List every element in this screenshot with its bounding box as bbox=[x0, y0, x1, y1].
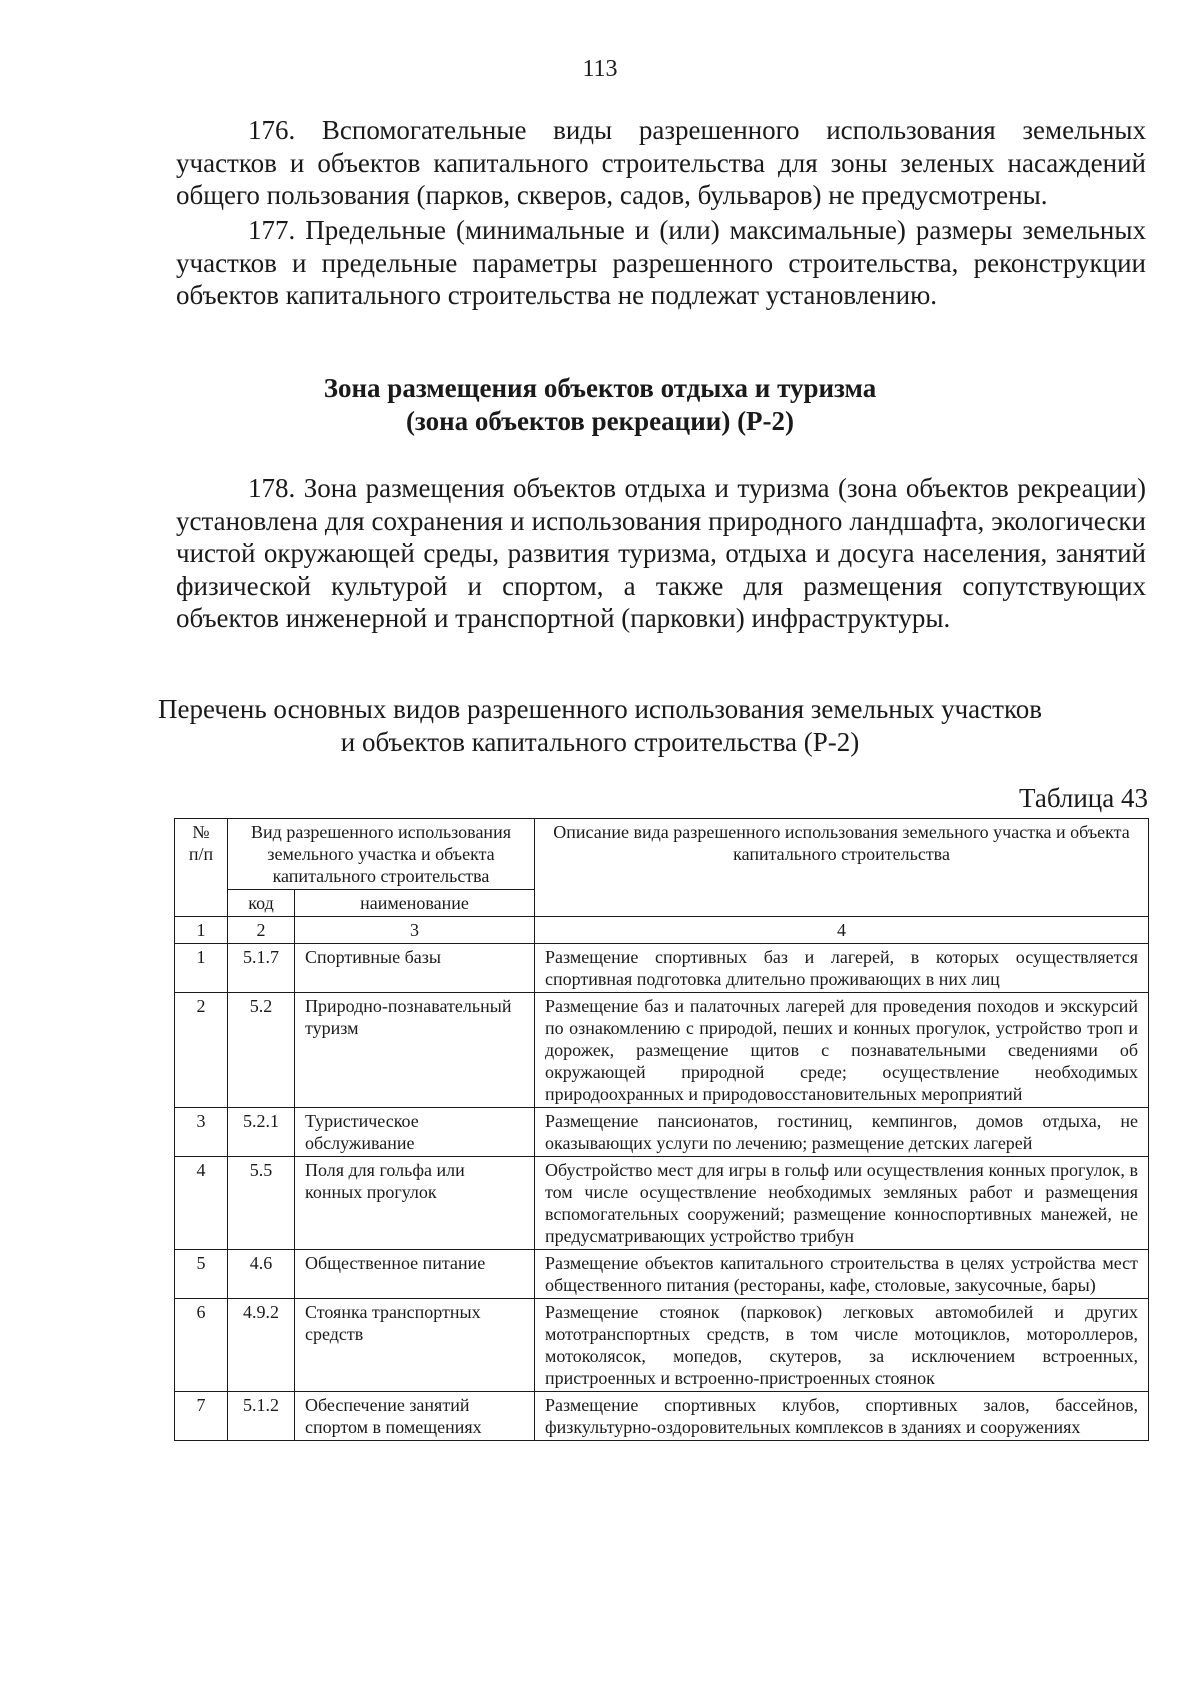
table-row bbox=[175, 1250, 1149, 1299]
table-row bbox=[175, 944, 1149, 993]
list-heading bbox=[0, 693, 1200, 759]
row-name: Природно-познавательный туризм bbox=[295, 993, 535, 1108]
row-desc: Размещение баз и палаточных лагерей для проведения походов и экскурсий по ознакомлению с природой, пеших и конных прогулок, устройство троп и дорожек, размещение щитов с познавательными сведениями об окружающей природной среде; осуществление необходимых природоохранных и природовосстановительных мероприятий bbox=[535, 993, 1149, 1108]
index-cell: 2 bbox=[228, 917, 295, 944]
row-name: Стоянка транспортных средств bbox=[295, 1299, 535, 1392]
row-name: Туристическое обслуживание bbox=[295, 1108, 535, 1157]
index-cell: 1 bbox=[175, 917, 228, 944]
row-name: Спортивные базы bbox=[295, 944, 535, 993]
row-code: 5.1.7 bbox=[228, 944, 295, 993]
section-heading-line-2: (зона объектов рекреации) (Р-2) bbox=[405, 406, 795, 436]
row-num: 2 bbox=[175, 993, 228, 1108]
table-row bbox=[175, 993, 1149, 1108]
page-number: 113 bbox=[582, 56, 618, 82]
list-heading-line-2: и объектов капитального строительства (Р-2) bbox=[340, 727, 860, 757]
row-name: Обеспечение занятий спортом в помещениях bbox=[295, 1392, 535, 1441]
header-type: Вид разрешенного использования земельного участка и объекта капитального строительства bbox=[228, 819, 535, 890]
index-cell: 4 bbox=[535, 917, 1149, 944]
paragraph-178-text: 178. Зона размещения объектов отдыха и туризма (зона объектов рекреации) установлена для сохранения и использования природного ландшафта, экологически чистой окружающей среды, развития туризма, отдыха и досуга населения, занятий физической культурой и спортом, а также для размещения сопутствующих объектов инженерной и транспортной (парковки) инфраструктуры. bbox=[176, 473, 1146, 633]
index-cell: 3 bbox=[295, 917, 535, 944]
row-name: Поля для гольфа или конных прогулок bbox=[295, 1157, 535, 1250]
land-use-table bbox=[174, 818, 1149, 1441]
row-code: 5.2 bbox=[228, 993, 295, 1108]
row-code: 5.2.1 bbox=[228, 1108, 295, 1157]
row-desc: Размещение спортивных баз и лагерей, в которых осуществляется спортивная подготовка длительно проживающих в них лиц bbox=[535, 944, 1149, 993]
row-desc: Обустройство мест для игры в гольф или осуществления конных прогулок, в том числе осуществление необходимых земляных работ и размещения вспомогательных сооружений; размещение конноспортивных манежей, не предусматривающих устройство трибун bbox=[535, 1157, 1149, 1250]
table-row bbox=[175, 1392, 1149, 1441]
section-heading-line-1: Зона размещения объектов отдыха и туризма bbox=[323, 373, 877, 403]
row-num: 6 bbox=[175, 1299, 228, 1392]
row-desc: Размещение спортивных клубов, спортивных залов, бассейнов, физкультурно-оздоровительных комплексов в зданиях и сооружениях bbox=[535, 1392, 1149, 1441]
row-num: 4 bbox=[175, 1157, 228, 1250]
row-code: 5.5 bbox=[228, 1157, 295, 1250]
header-num: № п/п bbox=[175, 819, 228, 917]
table-row bbox=[175, 1299, 1149, 1392]
paragraph-177-text: 177. Предельные (минимальные и (или) максимальные) размеры земельных участков и предельные параметры разрешенного строительства, реконструкции объектов капитального строительства не подлежат установлению. bbox=[176, 215, 1146, 310]
table-header-row bbox=[175, 819, 1149, 890]
paragraph-176-text: 176. Вспомогательные виды разрешенного использования земельных участков и объектов капитального строительства для зоны зеленых насаждений общего пользования (парков, скверов, садов, бульваров) не предусмотрены. bbox=[176, 115, 1146, 210]
row-code: 4.6 bbox=[228, 1250, 295, 1299]
table-row bbox=[175, 1108, 1149, 1157]
row-num: 1 bbox=[175, 944, 228, 993]
paragraph-177 bbox=[176, 214, 1146, 312]
row-name: Общественное питание bbox=[295, 1250, 535, 1299]
row-desc: Размещение стоянок (парковок) легковых автомобилей и других мототранспортных средств, в том числе мотоциклов, мотороллеров, мотоколясок, мопедов, скутеров, за исключением встроенных, пристроенных и встроенно-пристроенных стоянок bbox=[535, 1299, 1149, 1392]
row-code: 4.9.2 bbox=[228, 1299, 295, 1392]
row-num: 3 bbox=[175, 1108, 228, 1157]
row-code: 5.1.2 bbox=[228, 1392, 295, 1441]
row-num: 7 bbox=[175, 1392, 228, 1441]
list-heading-line-1: Перечень основных видов разрешенного использования земельных участков bbox=[158, 694, 1042, 724]
header-name: наименование bbox=[295, 890, 535, 917]
row-num: 5 bbox=[175, 1250, 228, 1299]
header-desc: Описание вида разрешенного использования земельного участка и объекта капитального строительства bbox=[535, 819, 1149, 917]
table-index-row bbox=[175, 917, 1149, 944]
row-desc: Размещение объектов капитального строительства в целях устройства мест общественного питания (рестораны, кафе, столовые, закусочные, бары) bbox=[535, 1250, 1149, 1299]
row-desc: Размещение пансионатов, гостиниц, кемпингов, домов отдыха, не оказывающих услуги по лечению; размещение детских лагерей bbox=[535, 1108, 1149, 1157]
paragraph-176 bbox=[176, 114, 1146, 212]
table-caption: Таблица 43 bbox=[1019, 783, 1148, 813]
paragraph-178 bbox=[176, 472, 1146, 635]
header-code: код bbox=[228, 890, 295, 917]
table-row bbox=[175, 1157, 1149, 1250]
section-heading bbox=[0, 372, 1200, 438]
